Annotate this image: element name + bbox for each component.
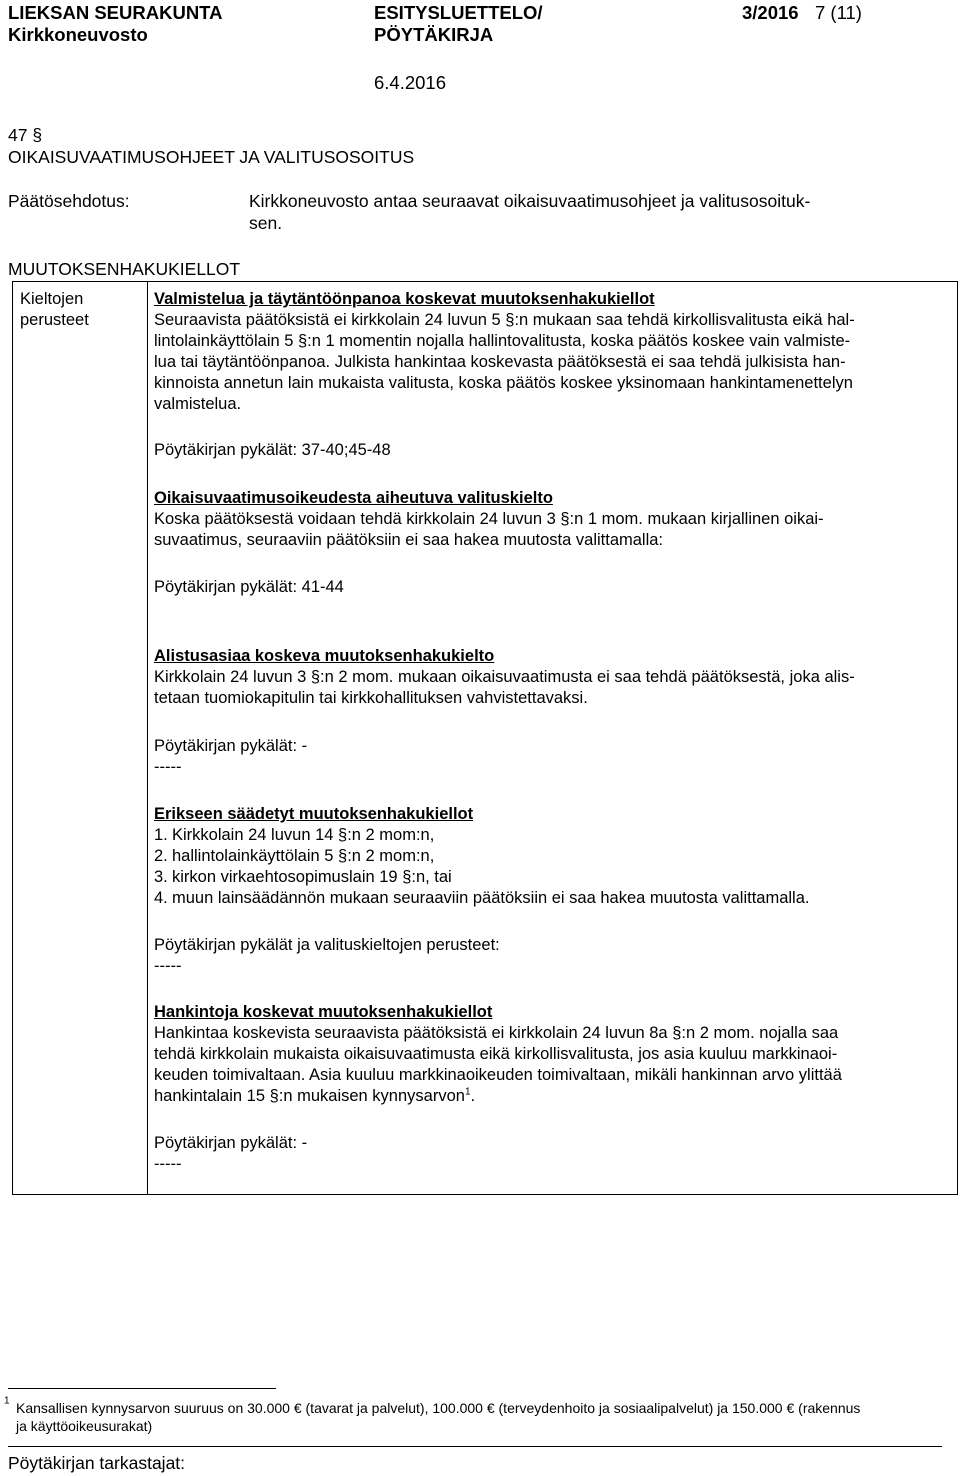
paragraph-line: kinnoista annetun lain mukaista valitusta, koska päätös koskee yksinomaan hankintamenettelyn (154, 374, 853, 392)
list-text: hallintolainkäyttölain 5 §:n 2 mom:n, (172, 847, 435, 865)
paragraph-line (154, 1086, 952, 1107)
doc-type-2: PÖYTÄKIRJA (374, 24, 494, 45)
dashes: ----- (154, 758, 182, 776)
list-number: 1. (154, 826, 168, 844)
paragraph-line: Hankintaa koskevista seuraavista päätöksistä ei kirkkolain 24 luvun 8a §:n 2 mom. nojalla saa (154, 1024, 839, 1042)
list-item (154, 888, 952, 909)
list-item (154, 867, 952, 888)
paragraph-line: Kirkkolain 24 luvun 3 §:n 2 mom. mukaan oikaisuvaatimusta ei saa tehdä päätöksestä, joka alis- (154, 668, 855, 686)
block-statutory (154, 804, 952, 909)
sections-line: Pöytäkirjan pykälät: - (154, 737, 308, 755)
list-item (154, 846, 952, 867)
paragraph-line: tetaan tuomiokapitulin tai kirkkohallituksen vahvistettavaksi. (154, 689, 588, 707)
block-title: Oikaisuvaatimusoikeudesta aiheutuva valituskielto (154, 489, 553, 507)
list-number: 4. (154, 889, 168, 907)
paragraph-line: suvaatimus, seuraaviin päätöksiin ei saa hakea muutosta valittamalla: (154, 531, 664, 549)
doc-number: 3/2016 (742, 2, 799, 23)
footer-rule (8, 1446, 942, 1447)
sections-line: Pöytäkirjan pykälät ja valituskieltojen perusteet: (154, 936, 500, 954)
list-text: Kirkkolain 24 luvun 14 §:n 2 mom:n, (172, 826, 435, 844)
sections-line: Pöytäkirjan pykälät: 37-40;45-48 (154, 441, 391, 459)
dashes: ----- (154, 957, 182, 975)
footnote-rule (8, 1388, 276, 1389)
appeals-heading: MUUTOKSENHAKUKIELLOT (8, 259, 241, 279)
footnote-ref: 1 (464, 1086, 471, 1098)
left-label-line-1: Kieltojen (20, 290, 84, 308)
table-left-cell (12, 281, 148, 1195)
block-title: Valmistelua ja täytäntöönpanoa koskevat muutoksenhakukiellot (154, 290, 655, 308)
list-text: muun lainsäädännön mukaan seuraaviin päätöksiin ei saa hakea muutosta valittamalla. (172, 889, 810, 907)
paragraph-line: lua tai täytäntöönpanoa. Julkista hankintaa koskevasta päätöksestä ei saa tehdä julkisista han- (154, 353, 846, 371)
paragraph-line: keuden toimivaltaan. Asia kuuluu markkinaoikeuden toimivaltaan, mikäli hankinnan arvo ylittää (154, 1066, 842, 1084)
proposal-text-line-1: Kirkkoneuvosto antaa seuraavat oikaisuvaatimusohjeet ja valitusosoituk- (249, 191, 811, 211)
paragraph-line: Seuraavista päätöksistä ei kirkkolain 24 luvun 5 §:n mukaan saa tehdä kirkollisvalitusta eikä hal- (154, 311, 855, 329)
block-title: Alistusasiaa koskeva muutoksenhakukielto (154, 647, 495, 665)
doc-date: 6.4.2016 (374, 72, 447, 93)
page-number: 7 (11) (815, 2, 862, 23)
paragraph-line: lintolainkäyttölain 5 §:n 1 momentin nojalla hallintovalitusta, koska päätös koskee vain valmiste- (154, 332, 851, 350)
list-number: 2. (154, 847, 168, 865)
block-title: Hankintoja koskevat muutoksenhakukiellot (154, 1003, 493, 1021)
last-line-end: . (470, 1087, 476, 1105)
doc-type: ESITYSLUETTELO/ (374, 2, 543, 23)
sections-line: Pöytäkirjan pykälät: 41-44 (154, 578, 344, 596)
last-line-text: hankintalain 15 §:n mukaisen kynnysarvon (154, 1087, 465, 1105)
footnote-line-1: Kansallisen kynnysarvon suuruus on 30.000 € (tavarat ja palvelut), 100.000 € (terveydenhoito ja sosiaalipalvelut) ja 150.000 € (rakennus (16, 1400, 861, 1416)
footer-label: Pöytäkirjan tarkastajat: (8, 1453, 186, 1473)
block-submission (154, 646, 952, 709)
block-title: Erikseen säädetyt muutoksenhakukiellot (154, 805, 474, 823)
sections-line: Pöytäkirjan pykälät: - (154, 1134, 308, 1152)
body-name: Kirkkoneuvosto (8, 24, 148, 45)
footnote-line-2: ja käyttöoikeusurakat) (16, 1418, 153, 1434)
dashes: ----- (154, 1155, 182, 1173)
section-title: OIKAISUVAATIMUSOHJEET JA VALITUSOSOITUS (8, 147, 415, 167)
block-procurement (154, 1002, 952, 1107)
proposal-label: Päätösehdotus: (8, 191, 130, 211)
block-preparation (154, 289, 952, 415)
list-number: 3. (154, 868, 168, 886)
section-number: 47 § (8, 125, 43, 145)
proposal-text-line-2: sen. (249, 213, 283, 233)
paragraph-line: valmistelua. (154, 395, 242, 413)
paragraph-line: Koska päätöksestä voidaan tehdä kirkkolain 24 luvun 3 §:n 1 mom. mukaan kirjallinen oikai- (154, 510, 824, 528)
paragraph-line: tehdä kirkkolain mukaista oikaisuvaatimusta eikä kirkollisvalitusta, jos asia kuuluu markkinaoi- (154, 1045, 838, 1063)
list-text: kirkon virkaehtosopimuslain 19 §:n, tai (172, 868, 452, 886)
footnote-marker: 1 (4, 1395, 10, 1407)
org-name: LIEKSAN SEURAKUNTA (8, 2, 223, 23)
left-label-line-2: perusteet (20, 311, 89, 329)
block-rectification (154, 488, 952, 551)
list-item (154, 825, 952, 846)
